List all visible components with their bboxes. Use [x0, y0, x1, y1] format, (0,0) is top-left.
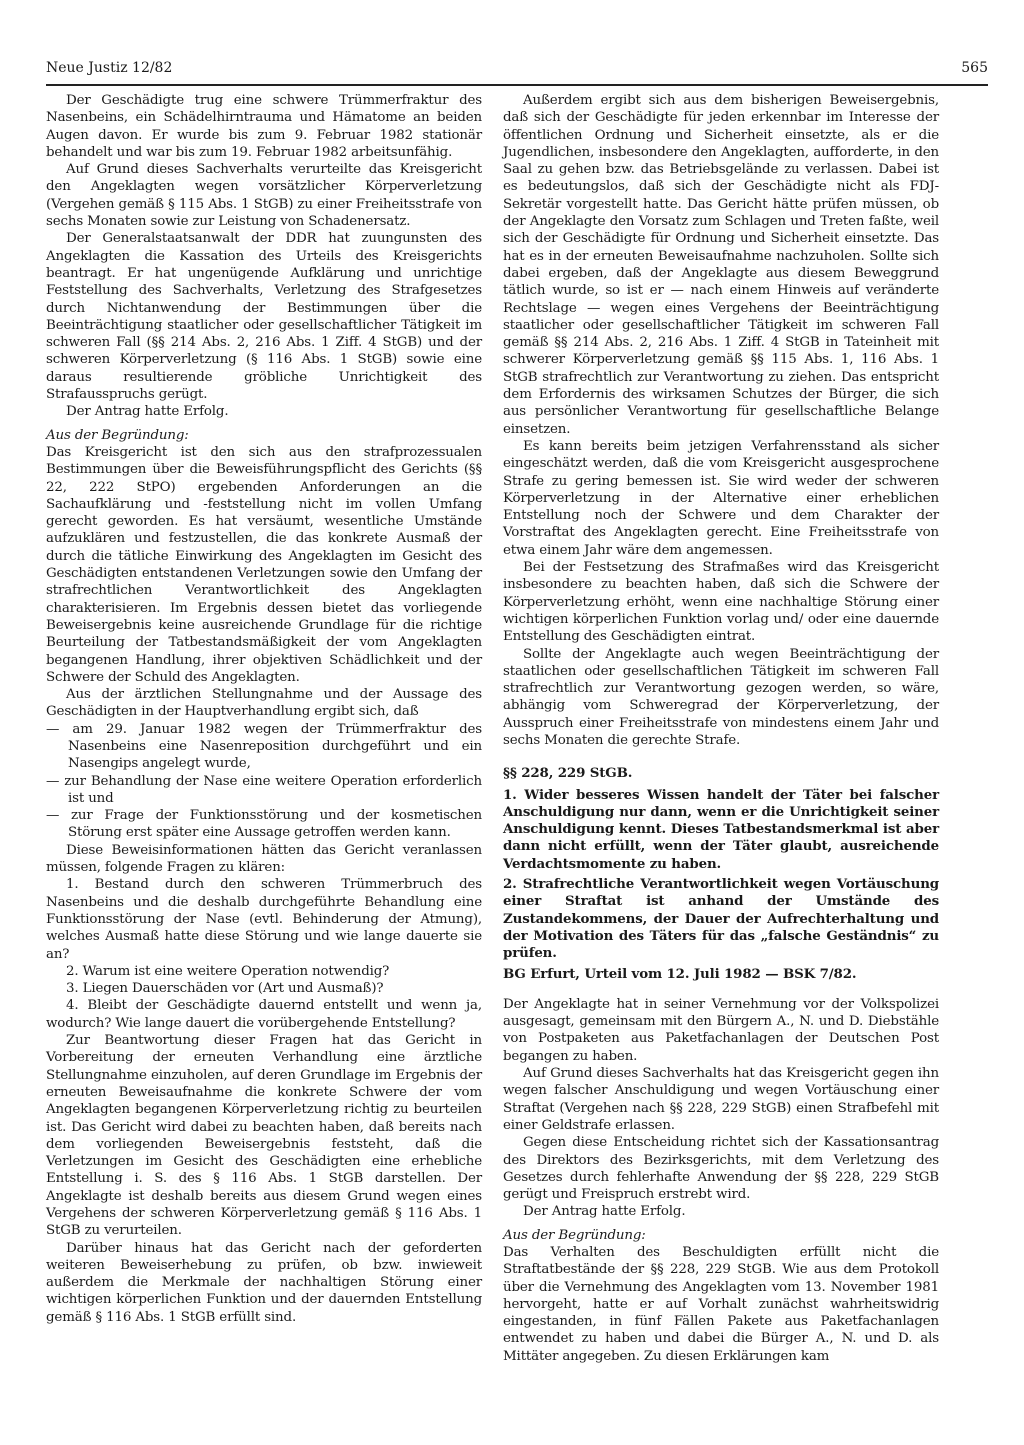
- paragraph: Darüber hinaus hat das Gericht nach der geforderten weiteren Beweiserhebung zu prüfen, ob bzw. inwieweit außerdem die Merkmale der nachhaltigen Störung einer wichtigen körperlichen Funktion und der dauernden Entstellung gemäß § 116 Abs. 1 StGB erfüllt sind.: [46, 1240, 482, 1325]
- paragraph: Der Angeklagte hat in seiner Vernehmung vor der Volkspolizei ausgesagt, gemeinsam mit den Bürgern A., N. und D. Diebstähle von Postpaketen aus Paketfachanlagen der Deutschen Post begangen zu haben.: [503, 996, 939, 1064]
- headnote-paragraph: 1. Wider besseres Wissen handelt der Täter bei falscher Anschuldigung nur dann, wenn er die Unrichtigkeit seiner Anschuldigung kennt. Dieses Tatbestandsmerkmal ist aber dann nicht erfüllt, wenn der Täter glaubt, ausreichende Verdachtsmomente zu haben.: [503, 786, 939, 872]
- paragraph: 3. Liegen Dauerschäden vor (Art und Ausmaß)?: [66, 981, 384, 997]
- header-rule: [46, 84, 988, 86]
- paragraph: Bei der Festsetzung des Strafmaßes wird das Kreisgericht insbesondere zu beachten haben, daß sich die Schwere der Körperverletzung erhöht, wenn eine nachhaltige Störung einer wichtigen körperlichen Funktion vorlag und/ oder eine dauernde Entstellung des Geschädigten eintrat.: [503, 560, 939, 645]
- paragraph: Zur Beantwortung dieser Fragen hat das Gericht in Vorbereitung der erneuten Verhandlung eine ärztliche Stellungnahme einzuholen, auf deren Grundlage im Ergebnis der erneuten Beweisaufnahme die konkrete Schwere der vom Angeklagten begangenen Körperverletzung richtig zu beurteilen ist. Das Gericht wird dabei zu beachten haben, daß bereits nach dem vorliegenden Beweisergebnis feststeht, daß die Verletzungen im Gesicht des Geschädigten eine erhebliche Entstellung i. S. des § 116 Abs. 1 StGB darstellen. Der Angeklagte ist deshalb bereits aus diesem Grund wegen eines Vergehens der schweren Körperverletzung gemäß § 116 Abs. 1 StGB zu verurteilen.: [46, 1033, 482, 1239]
- paragraph: Der Generalstaatsanwalt der DDR hat zuungunsten des Angeklagten die Kassation des Urteils des Kreisgerichts beantragt. Er hat ungenügende Aufklärung und unrichtige Feststellung des Sachverhalts, Verletzung des Strafgesetzes durch Nichtanwendung der Bestimmungen über die Beeinträchtigung staatlicher oder gesellschaftlicher Tätigkeit im schweren Fall (§§ 214 Abs. 2, 216 Abs. 1 Ziff. 4 StGB) und der schweren Körperverletzung (§ 116 Abs. 1 StGB) sowie eine daraus resultierende gröbliche Unrichtigkeit des Strafausspruchs gerügt.: [46, 231, 482, 403]
- section-subheading: Aus der Begründung:: [46, 427, 189, 443]
- section-subheading: Aus der Begründung:: [503, 1227, 646, 1243]
- paragraph: Der Antrag hatte Erfolg.: [66, 404, 229, 420]
- spacer: [503, 986, 939, 996]
- paragraph: Auf Grund dieses Sachverhalts hat das Kreisgericht gegen ihn wegen falscher Anschuldigung und wegen Vortäuschung einer Straftat (Vergehen nach §§ 228, 229 StGB) einen Strafbefehl mit einer Geldstrafe erlassen.: [503, 1066, 939, 1133]
- dash-list-item: — zur Frage der Funktionsstörung und der kosmetischen Störung erst später eine Aussage getroffen werden kann.: [46, 808, 482, 841]
- dash-list-item: — zur Behandlung der Nase eine weitere Operation erforderlich ist und: [46, 773, 482, 806]
- paragraph: Das Verhalten des Beschuldigten erfüllt nicht die Straftatbestände der §§ 228, 229 StGB. Wie aus dem Protokoll über die Vernehmung des Angeklagten vom 13. November 1981 hervorgeht, hatte er auf Vorhalt zunächst wahrheitswidrig eingestanden, in fünf Fällen Pakete aus Paketfachanlagen entwendet zu haben und dabei die Bürger A., N. und D. als Mittäter angegeben. Zu diesen Erklärungen kam: [503, 1245, 939, 1364]
- dash-list-item: — am 29. Januar 1982 wegen der Trümmerfraktur des Nasenbeins eine Nasenreposition durchgeführt und ein Nasengips angelegt wurde,: [46, 721, 482, 772]
- right-column: [503, 92, 939, 1365]
- paragraph: 1. Bestand durch den schweren Trümmerbruch des Nasenbeins und die deshalb durchgeführte Behandlung eine Funktionsstörung der Nase (evtl. Behinderung der Atmung), welches Ausmaß hatte diese Störung und wie lange dauerte sie an?: [46, 877, 482, 962]
- headnote-paragraph: BG Erfurt, Urteil vom 12. Juli 1982 — BSK 7/82.: [503, 965, 857, 982]
- headnote-paragraph: 2. Strafrechtliche Verantwortlichkeit wegen Vortäuschung einer Straftat ist anhand der Umstände des Zustandekommens, der Dauer der Aufrechterhaltung und der Motivation des Täters für das „falsche Geständnis“ zu prüfen.: [503, 876, 939, 962]
- paragraph: Es kann bereits beim jetzigen Verfahrensstand als sicher eingeschätzt werden, daß die vom Kreisgericht ausgesprochene Strafe zu gering bemessen ist. Sie wird weder der schweren Körperverletzung in der Alternative einer erheblichen Entstellung noch der Schwere und dem Charakter der Vorstraftat des Angeklagten gerecht. Eine Freiheitsstrafe von etwa einem Jahr wäre dem angemessen.: [503, 438, 939, 558]
- paragraph: Der Antrag hatte Erfolg.: [523, 1204, 686, 1220]
- paragraph: Diese Beweisinformationen hätten das Gericht veranlassen müssen, folgende Fragen zu klären:: [46, 842, 482, 876]
- left-column: [46, 92, 482, 1326]
- paragraph: Sollte der Angeklagte auch wegen Beeinträchtigung der staatlichen oder gesellschaftlichen Tätigkeit im schweren Fall strafrechtlich zur Verantwortung gezogen werden, so wäre, abhängig vom Schweregrad der Körperverletzung, der Ausspruch einer Freiheitsstrafe von mindestens einem Jahr und sechs Monaten die gerechte Strafe.: [503, 646, 939, 748]
- paragraph: Auf Grund dieses Sachverhalts verurteilte das Kreisgericht den Angeklagten wegen vorsätzlicher Körperverletzung (Vergehen gemäß § 115 Abs. 1 StGB) zu einer Freiheitsstrafe von sechs Monaten sowie zur Leistung von Schadenersatz.: [46, 162, 482, 230]
- paragraph: Das Kreisgericht ist den sich aus den strafprozessualen Bestimmungen über die Beweisführungspflicht des Gerichts (§§ 22, 222 StPO) ergebenden Anforderungen an die Sachaufklärung und -feststellung nicht im vollen Umfang gerecht geworden. Es hat versäumt, wesentliche Umstände aufzuklären und festzustellen, die das konkrete Ausmaß der durch die tätliche Einwirkung des Angeklagten im Gesicht des Geschädigten entstandenen Verletzungen sowie den Umfang der strafrechtlichen Verantwortlichkeit des Angeklagten charakterisieren. Im Ergebnis dessen bietet das vorliegende Beweisergebnis keine ausreichende Grundlage für die richtige Beurteilung der Tatbestandsmäßigkeit der vom Angeklagten begangenen Handlung, ihrer objektiven Schädlichkeit und der Schwere der Schuld des Angeklagten.: [46, 444, 482, 685]
- paragraph: Der Geschädigte trug eine schwere Trümmerfraktur des Nasenbeins, ein Schädelhirntrauma und Hämatome an beiden Augen davon. Er wurde bis zum 9. Februar 1982 stationär behandelt und war bis zum 19. Februar 1982 arbeitsunfähig.: [46, 93, 482, 160]
- journal-issue: Neue Justiz 12/82: [46, 60, 173, 76]
- paragraph: 2. Warum ist eine weitere Operation notwendig?: [66, 963, 390, 979]
- paragraph: Aus der ärztlichen Stellungnahme und der Aussage des Geschädigten in der Hauptverhandlung ergibt sich, daß: [46, 687, 482, 720]
- statute-heading: §§ 228, 229 StGB.: [503, 765, 633, 782]
- page-number: 565: [961, 60, 988, 76]
- paragraph: 4. Bleibt der Geschädigte dauernd entstellt und wenn ja, wodurch? Wie lange dauert die vorübergehende Entstellung?: [46, 998, 482, 1031]
- paragraph: Gegen diese Entscheidung richtet sich der Kassationsantrag des Direktors des Bezirksgerichts, mit dem Verletzung des Gesetzes durch fehlerhafte Anwendung der §§ 228, 229 StGB gerügt und Freispruch erstrebt wird.: [503, 1135, 939, 1203]
- paragraph: Außerdem ergibt sich aus dem bisherigen Beweisergebnis, daß sich der Geschädigte für jeden erkennbar im Interesse der öffentlichen Ordnung und Sicherheit einsetzte, als er die Jugendlichen, insbesondere den Angeklagten, aufforderte, in den Saal zu gehen bzw. das Betriebsgelände zu verlassen. Dabei ist es bedeutungslos, daß sich der Geschädigte nicht als FDJ-Sekretär vorgestellt hatte. Das Gericht hätte prüfen müssen, ob der Angeklagte den Vorsatz zum Schlagen und Treten faßte, weil sich der Geschädigte für Ordnung und Sicherheit einsetzte. Das hat es in der erneuten Beweisaufnahme nachzuholen. Sollte sich dabei ergeben, daß der Angeklagte aus diesem Beweggrund tätlich wurde, so ist er — nach einem Hinweis auf veränderte Rechtslage — wegen eines Vergehens der Beeinträchtigung staatlicher oder gesellschaftlicher Tätigkeit im schweren Fall gemäß §§ 214 Abs. 2, 216 Abs. 1 Ziff. 4 StGB in Tateinheit mit schwerer Körperverletzung gemäß §§ 115 Abs. 1, 116 Abs. 1 StGB strafrechtlich zur Verantwortung zu ziehen. Das entspricht dem Erfordernis des wirksamen Schutzes der Bürger, die sich aus persönlicher Verantwortung für gesellschaftliche Belange einsetzen.: [503, 93, 939, 437]
- running-header: [46, 60, 988, 82]
